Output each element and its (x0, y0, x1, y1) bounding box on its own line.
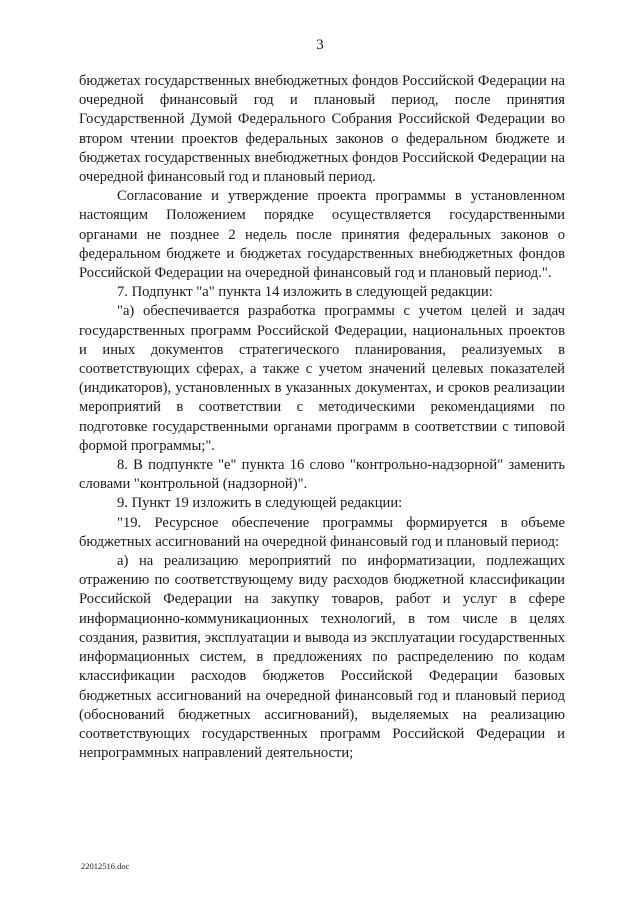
document-body (79, 72, 565, 763)
paragraph-item-19: "19. Ресурсное обеспечение программы формируется в объеме бюджетных ассигнований на очередной финансовый год и плановый период: (79, 514, 565, 550)
paragraph-continuation: бюджетах государственных внебюджетных фондов Российской Федерации на очередной финансовый год и плановый период, после принятия Государственной Думой Федерального Собрания Российской Федерации во втором чтении проектов федеральных законов о федеральном бюджете и бюджетах государственных внебюджетных фондов Российской Федерации на очередной финансовый год и плановый период. (79, 73, 565, 186)
paragraph-item-7-text: "а) обеспечивается разработка программы с учетом целей и задач государственных программ Российской Федерации, национальных проектов и иных документов стратегического планирования, реализуемых в соответствующих сферах, а также с учетом значений целевых показателей (индикаторов), установленных в указанных документах, и сроков реализации мероприятий в соответствии с методическими рекомендациями по подготовке государственными органами программ в соответствии с типовой формой программы;". (79, 303, 565, 454)
paragraph-item-8: 8. В подпункте "е" пункта 16 слово "контрольно-надзорной" заменить словами "контрольной (надзорной)". (79, 457, 565, 493)
paragraph-item-7: 7. Подпункт "а" пункта 14 изложить в следующей редакции: (117, 284, 493, 301)
paragraph-subitem-a: а) на реализацию мероприятий по информатизации, подлежащих отражению по соответствующему виду расходов бюджетной классификации Российской Федерации на закупку товаров, работ и услуг в сфере информационно-коммуникационных технологий, в том числе в целях создания, развития, эксплуатации и вывода из эксплуатации государственных информационных систем, в предложениях по распределению по кодам классификации расходов бюджетов Российской Федерации базовых бюджетных ассигнований на очередной финансовый год и плановый период (обоснований бюджетных ассигнований), выделяемых на реализацию соответствующих государственных программ Российской Федерации и непрограммных направлений деятельности; (79, 553, 565, 762)
page-number: 3 (316, 37, 324, 53)
footer-file-name: 22012516.doc (81, 861, 130, 871)
paragraph-approval: Согласование и утверждение проекта программы в установленном настоящим Положением порядке осуществляется государственными органами не позднее 2 недель после принятия федеральных законов о федеральном бюджете и бюджетах государственных внебюджетных фондов Российской Федерации на очередной финансовый год и плановый период.". (79, 188, 565, 282)
paragraph-item-9: 9. Пункт 19 изложить в следующей редакции: (117, 495, 403, 512)
